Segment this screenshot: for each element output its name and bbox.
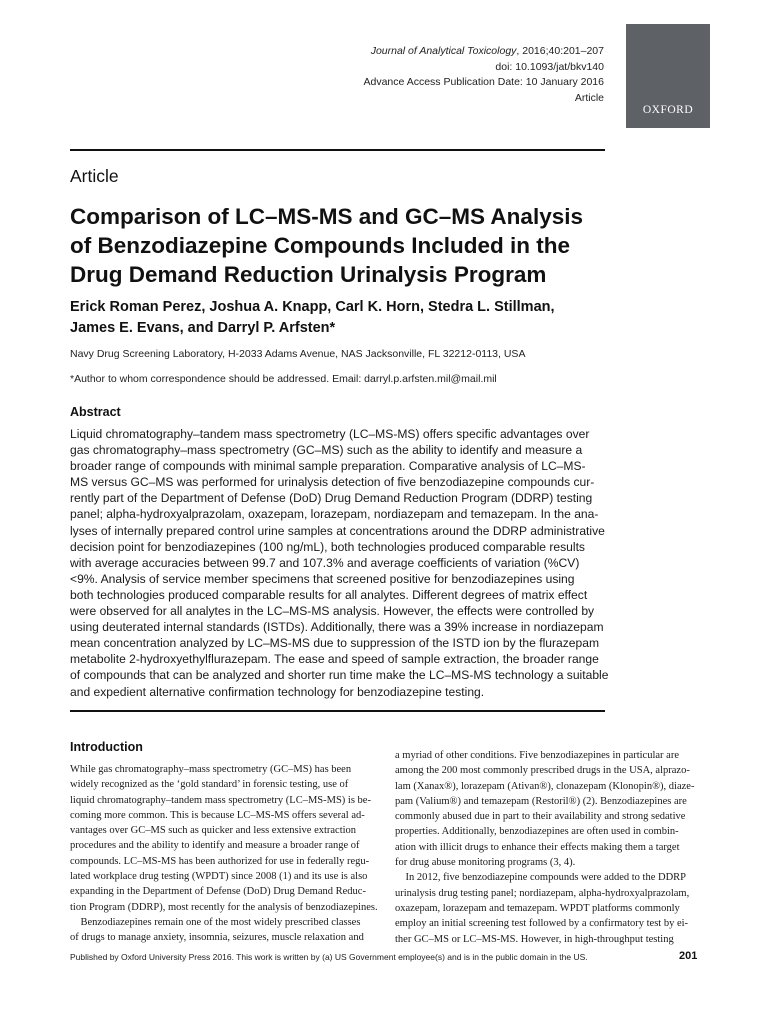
abstract-line: both technologies produced comparable results for all analytes. Different degrees of matrix effect (70, 587, 588, 602)
body-line: Benzodiazepines remain one of the most widely prescribed classes (70, 916, 361, 928)
body-line: expanding in the Department of Defense (DoD) Drug Demand Reduc- (70, 886, 366, 898)
abstract-line: <9%. Analysis of service member specimens that screened positive for benzodiazepines using (70, 571, 575, 586)
body-line: pam (Valium®) and temazepam (Restoril®) (2). Benzodiazepines are (395, 795, 687, 807)
body-line: ther GC–MS or LC–MS-MS. However, in high-throughput testing (395, 933, 674, 945)
abstract-line: were observed for all analytes in the LC–MS-MS analysis. However, the effects were controlled by (70, 604, 595, 619)
body-line: commonly abused due in part to their availability and strong sedative (395, 811, 686, 823)
body-line: tion Program (DDRP), most recently for the analysis of benzodiazepines. (70, 901, 378, 913)
abstract-line: and expedient alternative confirmation technology for benzodiazepine testing. (70, 684, 485, 699)
abstract-heading: Abstract (70, 405, 121, 419)
journal-citation (364, 44, 605, 60)
title-line: Comparison of LC–MS-MS and GC–MS Analysis (70, 204, 583, 229)
body-line: oxazepam, lorazepam and temazepam. WPDT platforms commonly (395, 902, 680, 914)
body-line: While gas chromatography–mass spectrometry (GC–MS) has been (70, 764, 352, 775)
body-line: lated workplace drug testing (WPDT) since 2008 (1) and its use is also (70, 871, 368, 883)
body-line: properties. Additionally, benzodiazepines are often used in combin- (395, 826, 679, 838)
page-number: 201 (679, 950, 698, 962)
body-line: In 2012, five benzodiazepine compounds were added to the DDRP (395, 872, 687, 884)
body-column-left (70, 762, 378, 946)
body-line: procedures and the ability to identify and measure a broader range of (70, 840, 360, 852)
body-line: coming more common. This is because LC–MS-MS offers several ad- (70, 809, 365, 821)
body-line: liquid chromatography–tandem mass spectrometry (LC–MS-MS) is be- (70, 794, 371, 806)
oxford-logo (626, 24, 710, 128)
journal-info (364, 44, 605, 106)
abstract-line: MS versus GC–MS was performed for urinalysis detection of five benzodiazepine compounds cur- (70, 475, 595, 490)
body-line: a myriad of other conditions. Five benzodiazepines in particular are (395, 750, 679, 761)
body-line: urinalysis drug testing panel; nordiazepam, alpha-hydroxyalprazolam, (395, 887, 690, 899)
body-line: vantages over GC–MS such as quicker and less extensive extraction (70, 825, 357, 837)
article-title (70, 202, 610, 289)
author-line: Erick Roman Perez, Joshua A. Knapp, Carl K. Horn, Stedra L. Stillman, (70, 299, 555, 315)
abstract-line: metabolite 2-hydroxyethylflurazepam. The ease and speed of sample extraction, the broader range (70, 652, 599, 667)
author-list (70, 297, 610, 339)
abstract-line: mean concentration analyzed by LC–MS-MS due to suppression of the ISTD ion by the flurazepam (70, 636, 600, 651)
abstract-body (70, 426, 609, 700)
abstract-line: using deuterated internal standards (ISTDs). Additionally, there was a 39% increase in nordiazepam (70, 620, 604, 635)
title-line: Drug Demand Reduction Urinalysis Program (70, 262, 547, 287)
oxford-logo-text: OXFORD (642, 104, 694, 116)
abstract-line: broader range of compounds with minimal sample preparation. Comparative analysis of LC–MS- (70, 459, 586, 474)
footer-note: Published by Oxford University Press 2016. This work is written by (a) US Government employee(s) and is in the public domain in the US. (70, 952, 588, 962)
abstract-line: of compounds that can be analyzed and shorter run time make the LC–MS-MS technology a suitable (70, 668, 609, 683)
doi[interactable]: doi: 10.1093/jat/bkv140 (495, 60, 604, 73)
abstract-line: lyses of internally prepared control urine samples at concentrations around the DDRP administrative (70, 523, 605, 538)
correspondence-note: *Author to whom correspondence should be addressed. Email: darryl.p.arfsten.mil@mail.mil (70, 373, 497, 385)
body-line: widely recognized as the ‘gold standard’ in forensic testing, use of (70, 779, 349, 791)
abstract-line: decision point for benzodiazepines (100 ng/mL), both technologies produced comparable results (70, 539, 585, 554)
abstract-line: with average accuracies between 99.7 and 107.3% and average coefficients of variation (%CV) (70, 555, 580, 570)
introduction-heading: Introduction (70, 740, 143, 754)
body-line: for drug abuse monitoring programs (3, 4). (395, 857, 576, 869)
title-line: of Benzodiazepine Compounds Included in the (70, 233, 570, 258)
author-line: James E. Evans, and Darryl P. Arfsten* (70, 320, 336, 336)
body-column-right (395, 748, 701, 947)
section-label: Article (70, 166, 119, 186)
body-line: lam (Xanax®), lorazepam (Ativan®), clonazepam (Klonopin®), diaze- (395, 780, 695, 792)
abstract-line: gas chromatography–mass spectrometry (GC–MS) such as the ability to identify and measure a (70, 443, 583, 458)
article-type-label: Article (574, 91, 604, 104)
journal-name: Journal of Analytical Toxicology (370, 45, 517, 57)
journal-volume: , 2016;40:201–207 (516, 45, 604, 57)
affiliation: Navy Drug Screening Laboratory, H-2033 Adams Avenue, NAS Jacksonville, FL 32212-0113, USA (70, 348, 526, 360)
advance-access-date: Advance Access Publication Date: 10 January 2016 (363, 76, 604, 88)
abstract-line: panel; alpha-hydroxyalprazolam, oxazepam, lorazepam, nordiazepam and temazepam. In the ana- (70, 507, 599, 522)
abstract-divider (70, 710, 605, 712)
body-line: ation with illicit drugs to enhance their effects making them a target (395, 841, 680, 853)
abstract-line: Liquid chromatography–tandem mass spectrometry (LC–MS-MS) offers specific advantages over (70, 427, 590, 441)
body-line: of drugs to manage anxiety, insomnia, seizures, muscle relaxation and (70, 932, 364, 944)
body-line: employ an initial screening test followed by a confirmatory test by ei- (395, 918, 689, 930)
header-divider (70, 149, 605, 151)
body-line: among the 200 most commonly prescribed drugs in the USA, alprazo- (395, 765, 690, 777)
body-line: compounds. LC–MS-MS has been authorized for use in federally regu- (70, 855, 370, 867)
abstract-line: rently part of the Department of Defense (DoD) Drug Demand Reduction Program (DDRP) testing (70, 491, 593, 506)
